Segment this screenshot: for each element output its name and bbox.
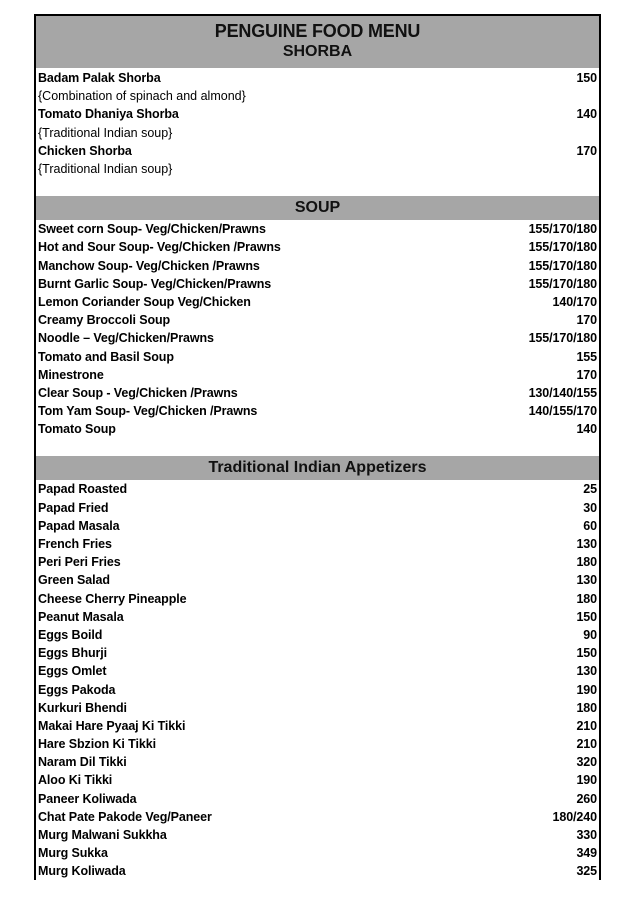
item-price: 320 bbox=[576, 755, 597, 770]
section-soup bbox=[36, 220, 599, 438]
item-price: 140/170 bbox=[552, 294, 597, 309]
item-name: Green Salad bbox=[38, 573, 110, 588]
item-price: 180 bbox=[576, 555, 597, 570]
item-name: Naram Dil Tikki bbox=[38, 755, 127, 770]
item-name: Papad Roasted bbox=[38, 482, 128, 497]
item-price: 325 bbox=[576, 864, 597, 879]
menu-item bbox=[36, 480, 599, 498]
item-price: 130 bbox=[576, 537, 597, 552]
menu-item bbox=[36, 808, 599, 826]
section-spacer bbox=[36, 438, 599, 456]
menu-item bbox=[36, 753, 599, 771]
item-price: 155/170/180 bbox=[528, 331, 597, 346]
item-price: 349 bbox=[576, 846, 597, 861]
menu-item bbox=[36, 347, 599, 365]
menu-title: PENGUINE FOOD MENU bbox=[214, 21, 421, 41]
menu-header bbox=[36, 16, 599, 68]
item-name: Sweet corn Soup- Veg/Chicken/Prawns bbox=[38, 222, 266, 237]
item-price: 90 bbox=[583, 627, 597, 642]
item-price: 25 bbox=[583, 482, 597, 497]
section-appetizers bbox=[36, 480, 599, 880]
section-spacer bbox=[36, 178, 599, 196]
item-name: Murg Malwani Sukkha bbox=[38, 828, 167, 843]
menu-item bbox=[36, 790, 599, 808]
item-price: 180 bbox=[576, 591, 597, 606]
item-price: 180/240 bbox=[552, 809, 597, 824]
item-name: Hot and Sour Soup- Veg/Chicken /Prawns bbox=[38, 240, 281, 255]
item-name: Eggs Omlet bbox=[38, 664, 107, 679]
item-name: Tomato and Basil Soup bbox=[38, 349, 174, 364]
item-name: Manchow Soup- Veg/Chicken /Prawns bbox=[38, 258, 260, 273]
item-name: Noodle – Veg/Chicken/Prawns bbox=[38, 331, 214, 346]
item-price: 140/155/170 bbox=[528, 404, 597, 419]
item-price: 170 bbox=[576, 367, 597, 382]
menu-item bbox=[36, 862, 599, 880]
item-name: Minestrone bbox=[38, 367, 104, 382]
item-name: Kurkuri Bhendi bbox=[38, 700, 127, 715]
menu-item bbox=[36, 293, 599, 311]
menu-item bbox=[36, 517, 599, 535]
menu-item bbox=[36, 699, 599, 717]
menu-item bbox=[36, 238, 599, 256]
item-name: Tom Yam Soup- Veg/Chicken /Prawns bbox=[38, 404, 258, 419]
item-price: 150 bbox=[576, 609, 597, 624]
menu-item bbox=[36, 142, 599, 160]
item-name: Paneer Koliwada bbox=[38, 791, 137, 806]
item-name: Lemon Coriander Soup Veg/Chicken bbox=[38, 294, 251, 309]
menu-item bbox=[36, 626, 599, 644]
item-price: 190 bbox=[576, 773, 597, 788]
section-title-shorba: SHORBA bbox=[282, 43, 353, 60]
menu-item bbox=[36, 590, 599, 608]
item-name: Makai Hare Pyaaj Ki Tikki bbox=[38, 718, 186, 733]
item-price: 210 bbox=[576, 718, 597, 733]
item-name: Clear Soup - Veg/Chicken /Prawns bbox=[38, 385, 238, 400]
item-name: Badam Palak Shorba bbox=[38, 71, 161, 86]
menu-item bbox=[36, 826, 599, 844]
menu-item bbox=[36, 717, 599, 735]
menu-item bbox=[36, 662, 599, 680]
menu-item bbox=[36, 311, 599, 329]
menu-item bbox=[36, 844, 599, 862]
item-price: 155/170/180 bbox=[528, 258, 597, 273]
menu-item bbox=[36, 105, 599, 123]
item-price: 170 bbox=[576, 143, 597, 158]
item-name: Aloo Ki Tikki bbox=[38, 773, 113, 788]
menu-item bbox=[36, 366, 599, 384]
item-price: 155/170/180 bbox=[528, 240, 597, 255]
item-name: Tomato Soup bbox=[38, 422, 116, 437]
item-name: Hare Sbzion Ki Tikki bbox=[38, 737, 156, 752]
item-name: Creamy Broccoli Soup bbox=[38, 313, 171, 328]
menu-item bbox=[36, 69, 599, 87]
item-name: Eggs Pakoda bbox=[38, 682, 116, 697]
item-description: {Traditional Indian soup} bbox=[38, 125, 173, 140]
item-price: 155 bbox=[576, 349, 597, 364]
item-name: Papad Fried bbox=[38, 500, 109, 515]
item-name: Eggs Boild bbox=[38, 627, 103, 642]
menu-item bbox=[36, 384, 599, 402]
item-name: Tomato Dhaniya Shorba bbox=[38, 107, 179, 122]
item-name: Burnt Garlic Soup- Veg/Chicken/Prawns bbox=[38, 276, 272, 291]
menu-item bbox=[36, 608, 599, 626]
menu-item bbox=[36, 571, 599, 589]
item-price: 140 bbox=[576, 422, 597, 437]
item-price: 155/170/180 bbox=[528, 222, 597, 237]
section-shorba bbox=[36, 69, 599, 178]
item-price: 155/170/180 bbox=[528, 276, 597, 291]
item-price: 130 bbox=[576, 664, 597, 679]
menu-item bbox=[36, 680, 599, 698]
menu-item bbox=[36, 735, 599, 753]
section-title-appetizers: Traditional Indian Appetizers bbox=[36, 456, 599, 480]
item-description: {Traditional Indian soup} bbox=[38, 161, 173, 176]
item-description: {Combination of spinach and almond} bbox=[38, 89, 246, 104]
item-price: 60 bbox=[583, 518, 597, 533]
item-name: French Fries bbox=[38, 537, 112, 552]
item-price: 150 bbox=[576, 71, 597, 86]
menu-card bbox=[34, 14, 601, 880]
item-name: Murg Koliwada bbox=[38, 864, 126, 879]
item-name: Cheese Cherry Pineapple bbox=[38, 591, 187, 606]
item-price: 330 bbox=[576, 828, 597, 843]
item-price: 260 bbox=[576, 791, 597, 806]
menu-item bbox=[36, 402, 599, 420]
item-price: 30 bbox=[583, 500, 597, 515]
menu-item bbox=[36, 329, 599, 347]
item-name: Papad Masala bbox=[38, 518, 120, 533]
item-price: 210 bbox=[576, 737, 597, 752]
section-title-soup: SOUP bbox=[36, 196, 599, 220]
item-price: 180 bbox=[576, 700, 597, 715]
item-name: Murg Sukka bbox=[38, 846, 108, 861]
item-price: 130 bbox=[576, 573, 597, 588]
menu-item bbox=[36, 257, 599, 275]
item-price: 150 bbox=[576, 646, 597, 661]
item-name: Eggs Bhurji bbox=[38, 646, 108, 661]
item-price: 190 bbox=[576, 682, 597, 697]
menu-item bbox=[36, 553, 599, 571]
menu-item bbox=[36, 644, 599, 662]
item-price: 170 bbox=[576, 313, 597, 328]
item-name: Peri Peri Fries bbox=[38, 555, 121, 570]
menu-item bbox=[36, 275, 599, 293]
menu-item bbox=[36, 420, 599, 438]
item-price: 140 bbox=[576, 107, 597, 122]
item-name: Peanut Masala bbox=[38, 609, 124, 624]
menu-item bbox=[36, 220, 599, 238]
menu-item bbox=[36, 499, 599, 517]
item-name: Chat Pate Pakode Veg/Paneer bbox=[38, 809, 212, 824]
item-price: 130/140/155 bbox=[528, 385, 597, 400]
menu-item bbox=[36, 771, 599, 789]
menu-item bbox=[36, 535, 599, 553]
item-name: Chicken Shorba bbox=[38, 143, 132, 158]
